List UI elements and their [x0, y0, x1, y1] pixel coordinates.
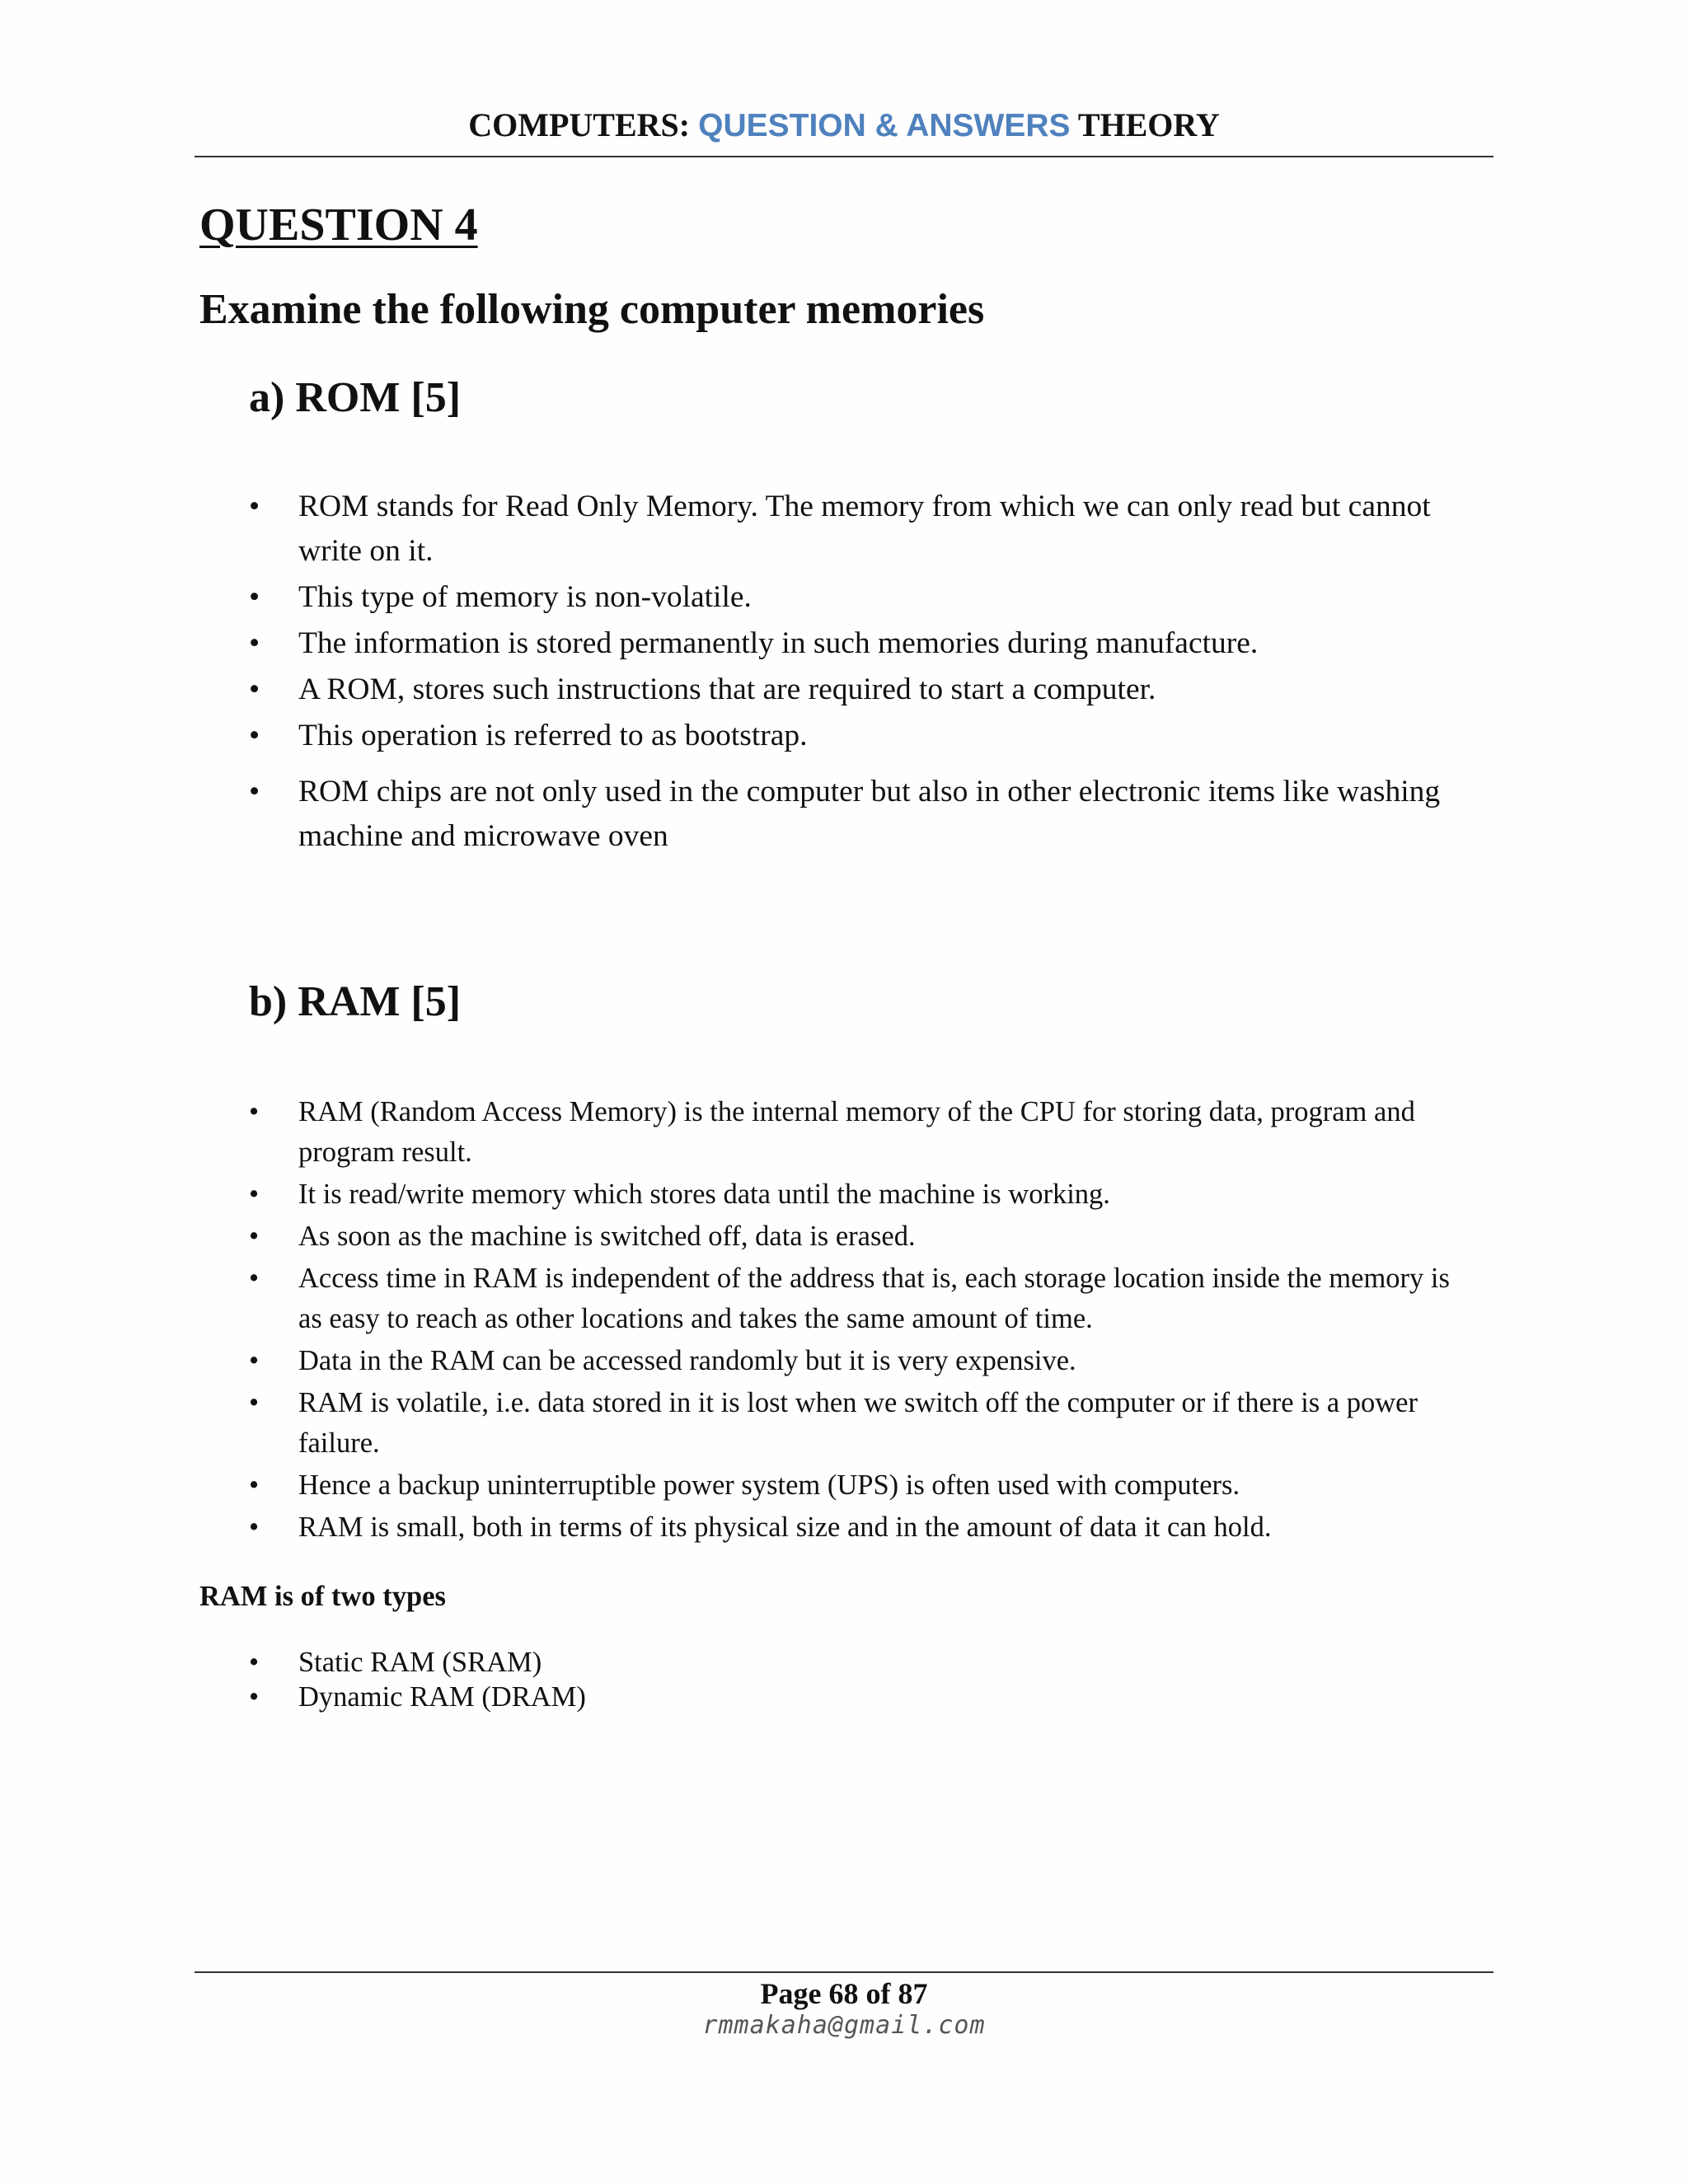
bullet-icon: • — [249, 1647, 260, 1678]
list-item-text: This type of memory is non-volatile. — [298, 580, 752, 614]
bullet-icon: • — [249, 1263, 260, 1294]
header-subject: COMPUTERS — [468, 106, 679, 143]
question-title: QUESTION 4 — [199, 199, 478, 251]
list-item-text: ROM stands for Read Only Memory. The memory from which we can only read but cannot write on it. — [298, 490, 1431, 568]
list-item-text: ROM chips are not only used in the computer but also in other electronic items like washing machine and microwave oven — [298, 775, 1441, 853]
ram-heading: b) RAM [5] — [249, 978, 462, 1025]
list-item — [249, 1507, 1452, 1548]
list-item-text: Hence a backup uninterruptible power system (UPS) is often used with computers. — [298, 1469, 1240, 1501]
page-number: Page 68 of 87 — [760, 1977, 928, 2010]
list-item — [249, 1645, 1452, 1680]
rom-bullet-list — [249, 485, 1452, 860]
header-rule — [195, 156, 1493, 157]
list-item — [249, 621, 1452, 666]
bullet-icon: • — [249, 1681, 260, 1713]
list-item — [249, 1680, 1452, 1714]
bullet-icon: • — [249, 1179, 260, 1210]
bullet-icon: • — [249, 1511, 260, 1543]
list-item-text: Dynamic RAM (DRAM) — [298, 1681, 586, 1713]
question-text: Examine the following computer memories — [199, 286, 985, 333]
list-item-text: This operation is referred to as bootstrap. — [298, 719, 808, 752]
ram-bullet-list — [249, 1092, 1452, 1549]
bullet-icon: • — [249, 1096, 260, 1127]
bullet-icon: • — [249, 580, 260, 614]
bullet-icon: • — [249, 1387, 260, 1418]
header-section: QUESTION & ANSWERS — [698, 108, 1071, 143]
list-item — [249, 1092, 1452, 1173]
bullet-icon: • — [249, 1221, 260, 1252]
list-item — [249, 1258, 1452, 1339]
bullet-icon: • — [249, 673, 260, 706]
list-item — [249, 714, 1452, 758]
list-item — [249, 1383, 1452, 1464]
list-item — [249, 575, 1452, 620]
list-item — [249, 1174, 1452, 1215]
bullet-icon: • — [249, 1469, 260, 1501]
header-separator: : — [678, 106, 699, 143]
list-item-text: RAM is small, both in terms of its physical size and in the amount of data it can hold. — [298, 1511, 1272, 1543]
list-item — [249, 770, 1452, 859]
list-item-text: As soon as the machine is switched off, data is erased. — [298, 1221, 916, 1252]
list-item-text: Static RAM (SRAM) — [298, 1647, 542, 1678]
header-suffix: THEORY — [1070, 106, 1220, 143]
list-item-text: It is read/write memory which stores data until the machine is working. — [298, 1179, 1110, 1210]
rom-heading: a) ROM [5] — [249, 374, 462, 421]
bullet-icon: • — [249, 490, 260, 523]
list-item — [249, 1465, 1452, 1506]
list-item-text: A ROM, stores such instructions that are required to start a computer. — [298, 673, 1156, 706]
footer-email: rmmakaha@gmail.com — [702, 2011, 986, 2040]
bullet-icon: • — [249, 775, 260, 808]
list-item-text: RAM (Random Access Memory) is the internal memory of the CPU for storing data, program and program result. — [298, 1096, 1415, 1168]
bullet-icon: • — [249, 626, 260, 660]
list-item — [249, 485, 1452, 574]
list-item — [249, 668, 1452, 712]
bullet-icon: • — [249, 1345, 260, 1376]
list-item — [249, 1341, 1452, 1381]
bullet-icon: • — [249, 719, 260, 752]
list-item-text: RAM is volatile, i.e. data stored in it is lost when we switch off the computer or if there is a power failure. — [298, 1387, 1418, 1459]
list-item-text: The information is stored permanently in such memories during manufacture. — [298, 626, 1259, 660]
ram-types-list — [249, 1645, 1452, 1714]
list-item-text: Access time in RAM is independent of the address that is, each storage location inside the memory is as easy to reach as other locations and takes the same amount of time. — [298, 1263, 1450, 1334]
page-header — [195, 102, 1493, 149]
footer-rule — [195, 1971, 1493, 1973]
ram-types-label: RAM is of two types — [199, 1581, 446, 1612]
list-item — [249, 1216, 1452, 1257]
list-item-text: Data in the RAM can be accessed randomly but it is very expensive. — [298, 1345, 1076, 1376]
